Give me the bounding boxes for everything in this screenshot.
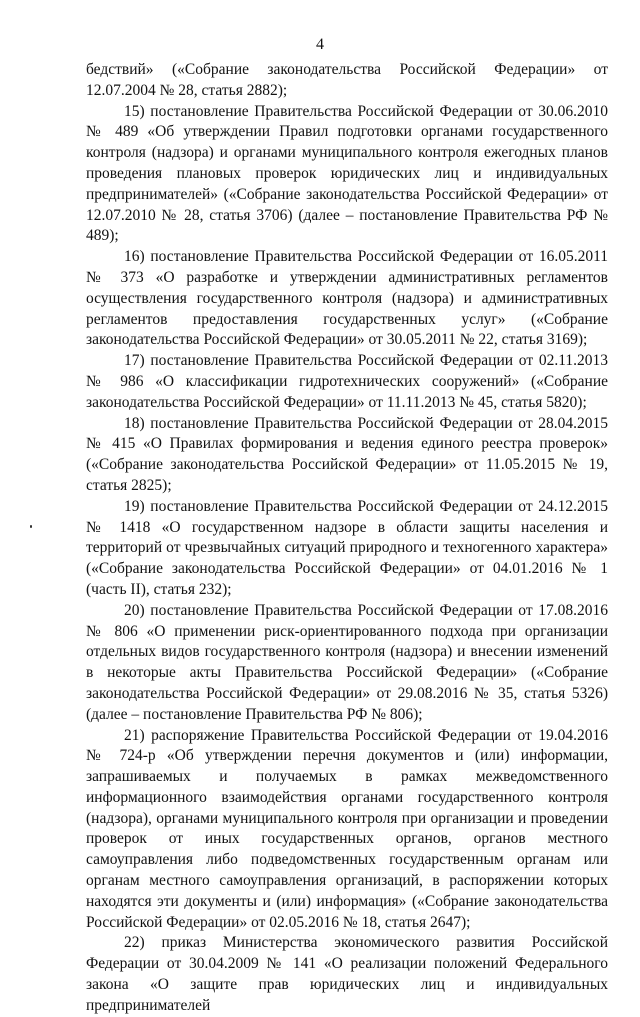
page-number: 4 — [316, 36, 324, 53]
list-item-17: 17) постановление Правительства Российской Федерации от 02.11.2013 № 986 «О классификации гидротехнических сооружений» («Собрание законодательства Российской Федерации» от 11.11.2013 № 45, статья 5820); — [86, 352, 608, 411]
document-body — [86, 60, 608, 1017]
list-item-19: 19) постановление Правительства Российской Федерации от 24.12.2015 № 1418 «О государственном надзоре в области защиты населения и территорий от чрезвычайных ситуаций природного и техногенного характера» («Собрание законодательства Российской Федерации» от 04.01.2016 № 1 (часть II), статья 232); — [86, 497, 608, 598]
list-item-20: 20) постановление Правительства Российской Федерации от 17.08.2016 № 806 «О применении риск-ориентированного подхода при организации отдельных видов государственного контроля (надзора) и внесении изменений в некоторые акты Правительства Российской Федерации» («Собрание законодательства Российской Федерации» от 29.08.2016 № 35, статья 5326) (далее – постановление Правительства РФ № 806); — [86, 601, 608, 723]
list-item-21: 21) распоряжение Правительства Российской Федерации от 19.04.2016 № 724-р «Об утверждении перечня документов и (или) информации, запрашиваемых и получаемых в рамках межведомственного информационного взаимодействия органами государственного контроля (надзора), органами муниципального контроля при организации и проведении проверок от иных государственных органов, органов местного самоуправления либо подведомственных государственным органам или органам местного самоуправления организаций, в распоряжении которых находятся эти документы и (или) информация» («Собрание законодательства Российской Федерации» от 02.05.2016 № 18, статья 2647); — [86, 726, 608, 931]
list-item-16: 16) постановление Правительства Российской Федерации от 16.05.2011 № 373 «О разработке и утверждении административных регламентов осуществления государственного контроля (надзора) и административных регламентов предоставления государственных услуг» («Собрание законодательства Российской Федерации» от 30.05.2011 № 22, статья 3169); — [86, 248, 608, 349]
list-item-15: 15) постановление Правительства Российской Федерации от 30.06.2010 № 489 «Об утверждении Правил подготовки органами государственного контроля (надзора) и органами муниципального контроля ежегодных планов проведения плановых проверок юридических лиц и индивидуальных предпринимателей» («Собрание законодательства Российской Федерации» от 12.07.2010 № 28, статья 3706) (далее – постановление Правительства РФ № 489); — [86, 102, 608, 245]
list-item-18: 18) постановление Правительства Российской Федерации от 28.04.2015 № 415 «О Правилах формирования и ведения единого реестра проверок» («Собрание законодательства Российской Федерации» от 11.05.2015 № 19, статья 2825); — [86, 414, 608, 494]
scan-speck — [30, 525, 32, 528]
paragraph-continuation: бедствий» («Собрание законодательства Российской Федерации» от 12.07.2004 № 28, статья 2882); — [86, 61, 608, 99]
list-item-22: 22) приказ Министерства экономического развития Российской Федерации от 30.04.2009 № 141 «О реализации положений Федерального закона «О защите прав юридических лиц и индивидуальных предпринимателей — [86, 934, 608, 1014]
